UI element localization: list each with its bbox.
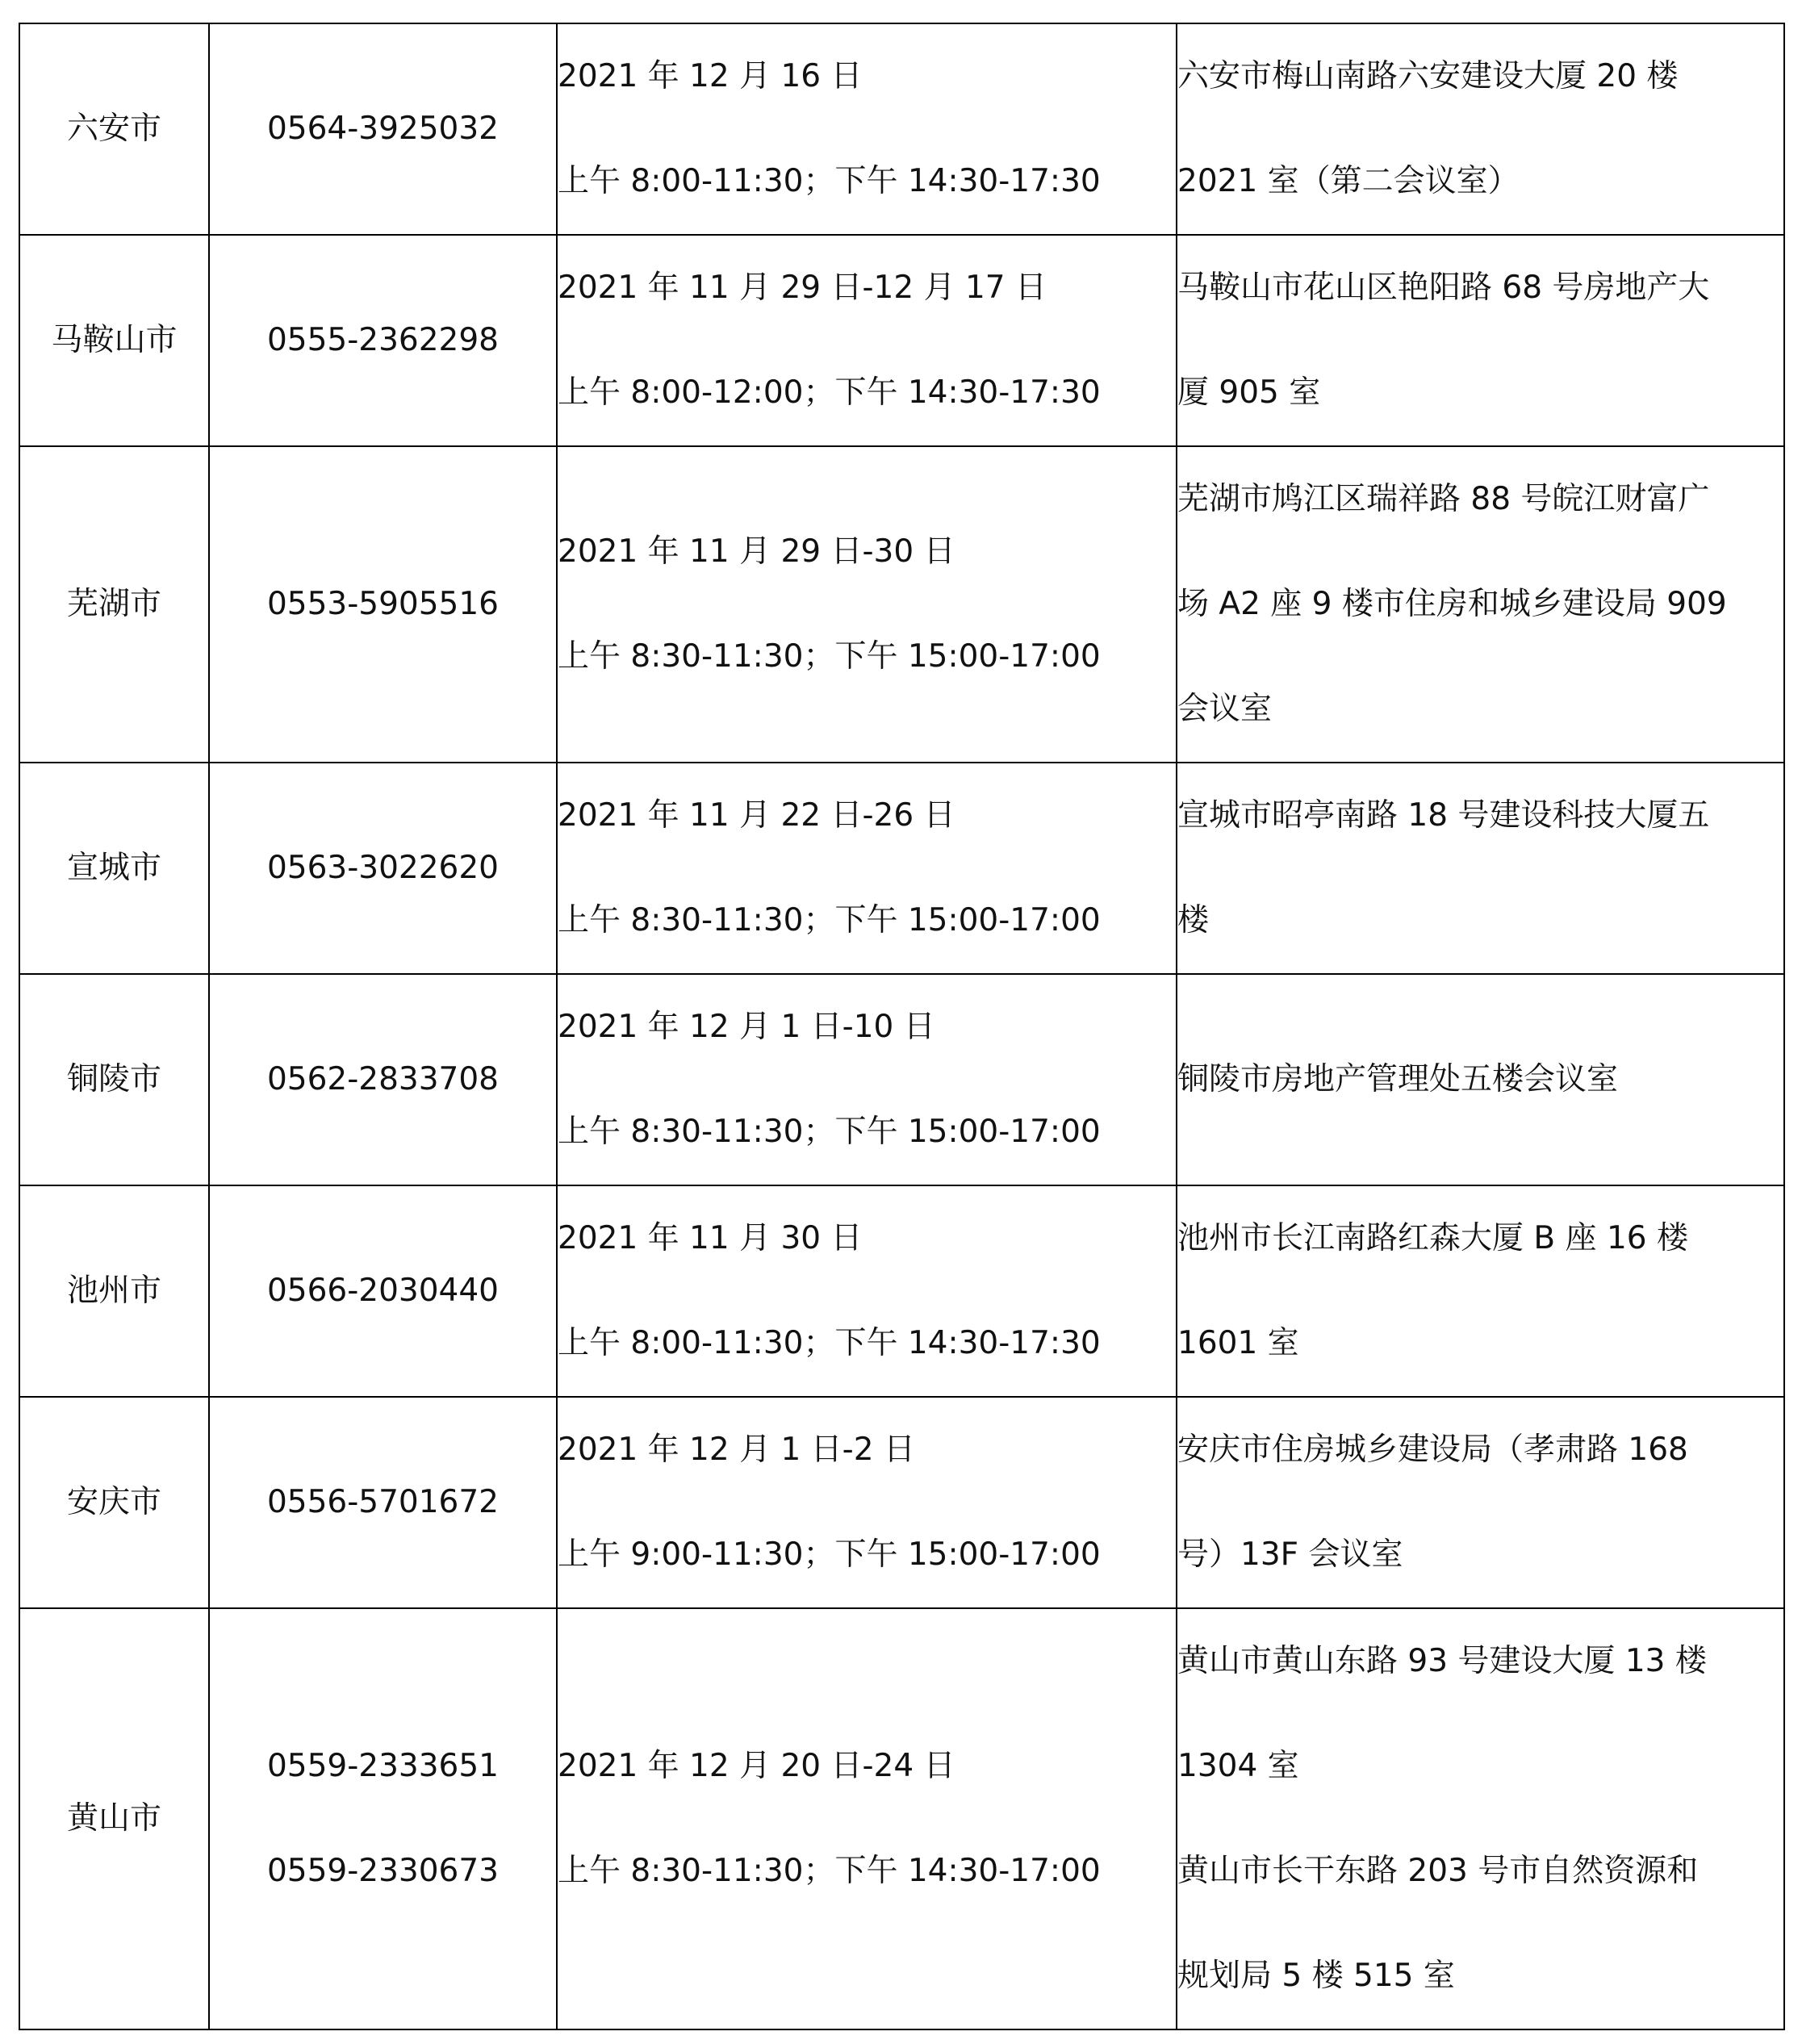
phone-number: 0559-2333651 (266, 1748, 499, 1784)
office-hours: 上午 8:30-11:30；下午 15:00-17:00 (558, 1114, 1101, 1150)
city-cell (19, 1185, 209, 1397)
phone-cell (209, 1397, 557, 1608)
phone-cell (209, 763, 557, 974)
phone-cell (209, 974, 557, 1185)
date-cell (557, 235, 1177, 446)
address-cell (1177, 763, 1784, 974)
phone-number: 0553-5905516 (266, 586, 499, 622)
date-cell (557, 1397, 1177, 1608)
table-row (19, 1397, 1784, 1608)
phone-number: 0566-2030440 (266, 1273, 499, 1309)
phone-cell (209, 23, 557, 235)
address-line: 1304 室 (1177, 1748, 1299, 1784)
city-cell (19, 1397, 209, 1608)
date-range: 2021 年 11 月 29 日-12 月 17 日 (558, 270, 1047, 306)
phone-cell (209, 235, 557, 446)
address-cell (1177, 23, 1784, 235)
city-cell (19, 763, 209, 974)
table-row (19, 974, 1784, 1185)
table-row (19, 446, 1784, 763)
address-line: 铜陵市房地产管理处五楼会议室 (1177, 1061, 1619, 1097)
address-cell (1177, 974, 1784, 1185)
phone-number: 0555-2362298 (266, 322, 499, 358)
address-line: 2021 室（第二会议室） (1177, 163, 1520, 199)
address-line: 厦 905 室 (1177, 374, 1321, 411)
phone-number: 0559-2330673 (266, 1853, 499, 1889)
date-range: 2021 年 11 月 22 日-26 日 (558, 797, 955, 834)
date-cell (557, 1608, 1177, 2029)
address-line: 1601 室 (1177, 1325, 1299, 1361)
date-range: 2021 年 11 月 30 日 (558, 1220, 863, 1256)
table-row (19, 763, 1784, 974)
phone-cell (209, 1608, 557, 2029)
address-cell (1177, 1397, 1784, 1608)
city-name: 芜湖市 (66, 586, 161, 622)
phone-cell (209, 446, 557, 763)
address-line: 规划局 5 楼 515 室 (1177, 1958, 1455, 1994)
address-line: 池州市长江南路红森大厦 B 座 16 楼 (1177, 1220, 1688, 1256)
phone-number: 0563-3022620 (266, 850, 499, 886)
city-name: 马鞍山市 (51, 322, 178, 358)
date-cell (557, 1185, 1177, 1397)
date-cell (557, 23, 1177, 235)
city-cell (19, 23, 209, 235)
city-name: 宣城市 (66, 850, 161, 886)
address-cell (1177, 1608, 1784, 2029)
office-hours: 上午 8:00-12:00；下午 14:30-17:30 (558, 374, 1101, 411)
phone-number: 0556-5701672 (266, 1484, 499, 1520)
address-line: 芜湖市鸠江区瑞祥路 88 号皖江财富广 (1177, 481, 1710, 517)
address-cell (1177, 1185, 1784, 1397)
address-line: 场 A2 座 9 楼市住房和城乡建设局 909 (1177, 586, 1727, 622)
address-line: 安庆市住房城乡建设局（孝肃路 168 (1177, 1432, 1688, 1468)
city-name: 池州市 (66, 1273, 161, 1309)
date-cell (557, 446, 1177, 763)
schedule-table (19, 23, 1785, 2030)
office-hours: 上午 8:00-11:30；下午 14:30-17:30 (558, 1325, 1101, 1361)
city-name: 六安市 (66, 111, 161, 147)
table-row (19, 235, 1784, 446)
table-row (19, 1185, 1784, 1397)
date-cell (557, 763, 1177, 974)
date-range: 2021 年 11 月 29 日-30 日 (558, 533, 955, 570)
city-name: 铜陵市 (66, 1061, 161, 1097)
address-cell (1177, 235, 1784, 446)
date-range: 2021 年 12 月 1 日-2 日 (558, 1432, 915, 1468)
address-line: 黄山市黄山东路 93 号建设大厦 13 楼 (1177, 1643, 1707, 1679)
address-line: 会议室 (1177, 691, 1273, 727)
address-line: 六安市梅山南路六安建设大厦 20 楼 (1177, 58, 1679, 94)
phone-cell (209, 1185, 557, 1397)
address-cell (1177, 446, 1784, 763)
city-cell (19, 1608, 209, 2029)
date-range: 2021 年 12 月 16 日 (558, 58, 863, 94)
city-name: 黄山市 (66, 1800, 161, 1837)
office-hours: 上午 9:00-11:30；下午 15:00-17:00 (558, 1536, 1101, 1573)
table-row (19, 23, 1784, 235)
city-name: 安庆市 (66, 1484, 161, 1520)
address-line: 楼 (1177, 902, 1210, 938)
address-line: 黄山市长干东路 203 号市自然资源和 (1177, 1853, 1699, 1889)
address-line: 号）13F 会议室 (1177, 1536, 1403, 1573)
office-hours: 上午 8:30-11:30；下午 14:30-17:00 (558, 1853, 1101, 1889)
date-range: 2021 年 12 月 1 日-10 日 (558, 1009, 935, 1045)
office-hours: 上午 8:30-11:30；下午 15:00-17:00 (558, 638, 1101, 675)
office-hours: 上午 8:00-11:30；下午 14:30-17:30 (558, 163, 1101, 199)
date-cell (557, 974, 1177, 1185)
address-line: 马鞍山市花山区艳阳路 68 号房地产大 (1177, 270, 1710, 306)
address-line: 宣城市昭亭南路 18 号建设科技大厦五 (1177, 797, 1710, 834)
office-hours: 上午 8:30-11:30；下午 15:00-17:00 (558, 902, 1101, 938)
table-row (19, 1608, 1784, 2029)
phone-number: 0564-3925032 (266, 111, 499, 147)
phone-number: 0562-2833708 (266, 1061, 499, 1097)
city-cell (19, 235, 209, 446)
date-range: 2021 年 12 月 20 日-24 日 (558, 1748, 955, 1784)
city-cell (19, 974, 209, 1185)
city-cell (19, 446, 209, 763)
